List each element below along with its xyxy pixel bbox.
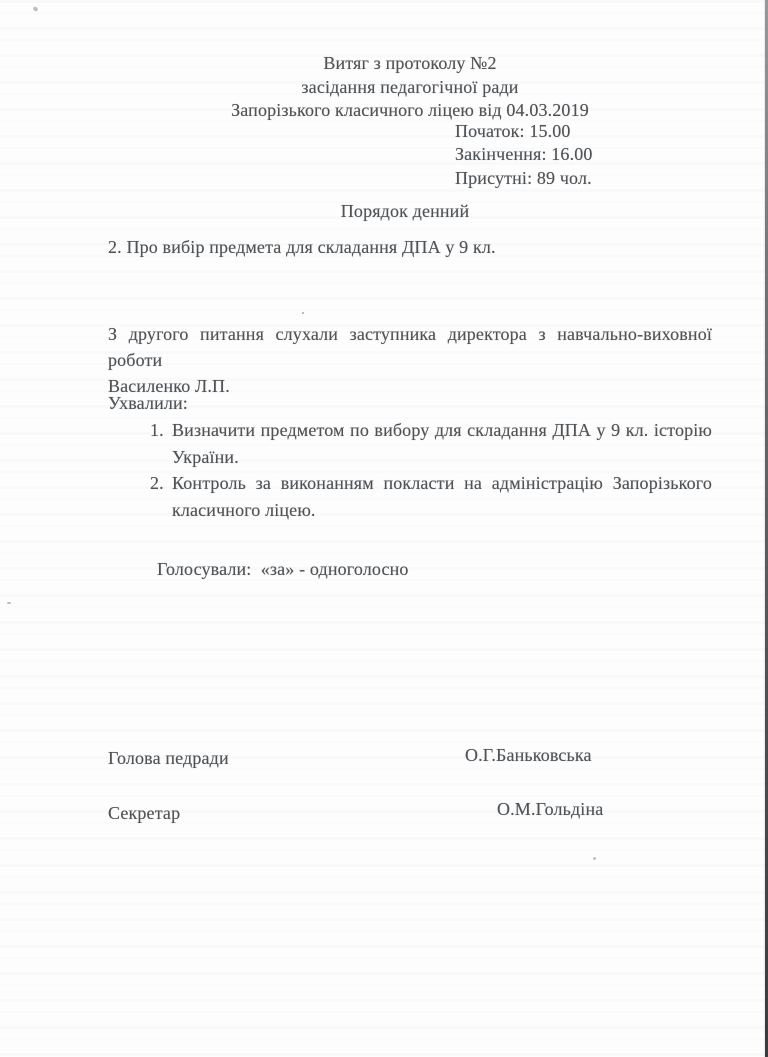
- agenda-item-2: 2. Про вибір предмета для складання ДПА у 9 кл.: [108, 237, 496, 257]
- title-line-1: Витяг з протоколу №2: [323, 53, 497, 73]
- title-line-3: Запорізького класичного ліцею від 04.03.2019: [231, 100, 589, 120]
- meeting-attendance: Присутні: 89 чол.: [455, 167, 592, 188]
- scan-artifact-dot: [32, 6, 38, 12]
- meeting-meta-block: [455, 120, 593, 190]
- resolution-item-2-line-1: Контроль за виконанням покласти на адміністрацію Запорізького: [172, 473, 712, 493]
- voting-result: Голосували: «за» - одноголосно: [157, 559, 409, 579]
- agenda-heading: Порядок денний: [340, 201, 470, 221]
- resolution-list: [150, 417, 712, 523]
- resolution-label: Ухвалили:: [108, 393, 188, 413]
- signature-name-head: О.Г.Баньковська: [465, 745, 592, 765]
- heard-paragraph: [108, 321, 712, 399]
- resolution-item-1-line-2: України.: [172, 446, 239, 467]
- scan-artifact-dot: [593, 857, 596, 860]
- scan-artifact-dot: [7, 602, 11, 604]
- title-line-2: засідання педагогічної ради: [301, 76, 519, 97]
- resolution-item-1-number: 1.: [150, 420, 164, 440]
- meeting-end-time: Закінчення: 16.00: [455, 144, 593, 165]
- resolution-item-2-number: 2.: [150, 473, 164, 493]
- signature-name-secretary: О.М.Гольдіна: [497, 799, 604, 819]
- resolution-item-1: [150, 417, 712, 470]
- resolution-item-1-line-1: Визначити предметом по вибору для складання ДПА у 9 кл. історію: [172, 420, 712, 440]
- heard-line-2: Василенко Л.П.: [108, 376, 230, 396]
- heard-line-1: З другого питання слухали заступника директора з навчально-виховної роботи: [108, 324, 712, 370]
- resolution-item-1-text: [172, 417, 712, 470]
- scan-artifact-dot: [302, 312, 304, 314]
- resolution-item-2-line-2: класичного ліцею.: [172, 499, 316, 520]
- resolution-item-2: [150, 470, 712, 523]
- meeting-start-time: Початок: 15.00: [455, 121, 571, 141]
- signature-role-secretary: Секретар: [108, 803, 181, 823]
- signature-role-head: Голова педради: [108, 748, 229, 768]
- document-title-block: [65, 52, 755, 123]
- resolution-item-2-text: [172, 470, 712, 523]
